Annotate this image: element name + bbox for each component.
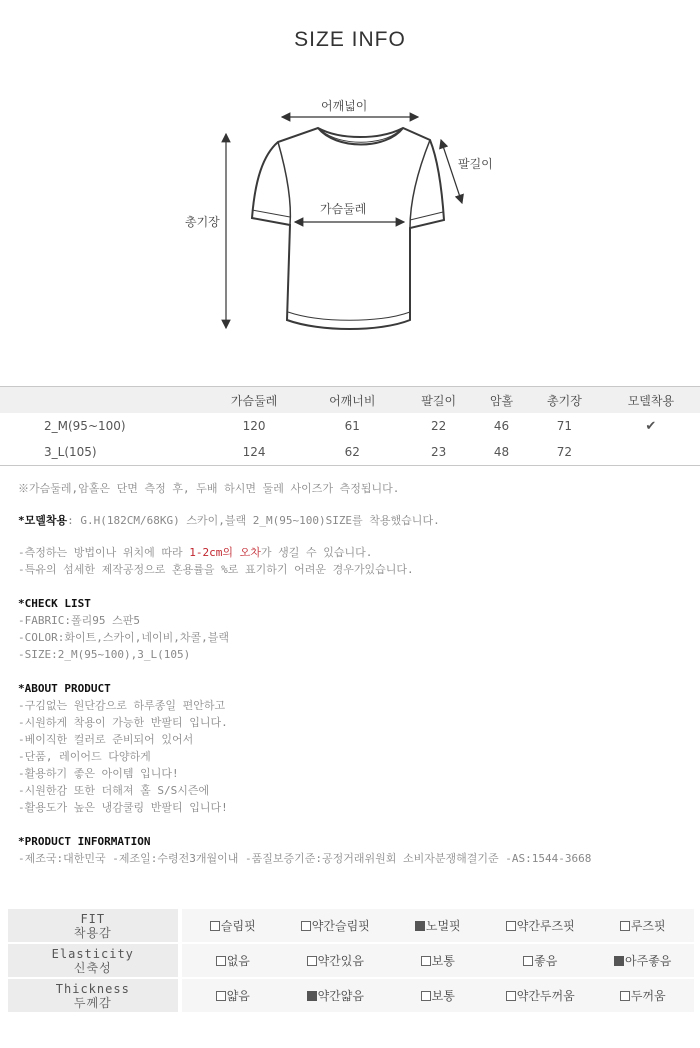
size-cell: 2_M(95~100) [44,419,126,433]
fit-option [387,979,489,1012]
shoulder-label: 어깨넓이 [321,99,368,113]
list-item: -활용하기 좋은 아이템 입니다! [18,767,179,780]
size-diagram [0,0,700,360]
unchecked-box-icon [523,956,533,966]
fit-option-label: 슬림핏 [220,919,256,933]
fit-option [387,909,489,942]
value-cell: 22 [431,419,447,433]
table-row [0,413,700,439]
header-cell: 암홀 [476,387,527,414]
model-note [18,512,688,529]
list-item: -활용도가 높은 냉감쿨링 반팔티 입니다! [18,801,228,814]
fit-row-label [8,979,182,1012]
unchecked-box-icon [210,921,220,931]
checked-box-icon [614,956,624,966]
fit-label-en: Thickness [55,981,130,996]
fit-option [284,909,386,942]
list-item: -구김없는 원단감으로 하루종일 편안하고 [18,699,226,712]
fit-option [182,909,284,942]
fit-row [8,979,694,1012]
value-cell: 61 [344,419,360,433]
about-head: *ABOUT PRODUCT [18,682,111,695]
unchecked-box-icon [421,956,431,966]
fit-option-label: 약간슬림핏 [311,919,370,933]
checked-box-icon [307,991,317,1001]
value-cell: 71 [556,419,573,433]
unchecked-box-icon [506,991,516,1001]
product-notes [18,480,688,867]
list-item: -SIZE:2_M(95~100),3_L(105) [18,648,191,661]
fit-option [387,944,489,977]
list-item: -시원한감 또한 더해져 홀 S/S시즌에 [18,784,210,797]
fit-option [591,909,694,942]
header-cell: 모델착용 [602,387,700,414]
list-item: -베이직한 컬러로 준비되어 있어서 [18,733,194,746]
checked-box-icon [415,921,425,931]
size-table [0,386,700,466]
fit-option-label: 노멀핏 [425,919,461,933]
fit-option-label: 약간루즈핏 [516,919,575,933]
tshirt-illustration [0,0,700,360]
unchecked-box-icon [216,991,226,1001]
fit-option-label: 보통 [431,954,455,968]
value-cell: 120 [242,419,266,433]
bottom-hem [288,312,410,320]
error-post: 가 생길 수 있습니다. [260,546,373,559]
value-cell: 23 [401,439,476,466]
fit-option-label: 약간있음 [317,954,364,968]
fit-table [8,907,694,1014]
fit-option [182,979,284,1012]
checklist-head: *CHECK LIST [18,597,91,610]
unchecked-box-icon [421,991,431,1001]
fit-row-label [8,909,182,942]
fit-option [284,979,386,1012]
value-cell: 72 [527,439,602,466]
table-row [0,439,700,466]
fit-row [8,909,694,942]
blend-note: -특유의 섬세한 제작공정으로 혼용률을 %로 표기하기 어려운 경우가있습니다. [18,563,414,576]
fit-row [8,944,694,977]
unchecked-box-icon [307,956,317,966]
left-armhole [278,142,290,225]
header-cell: 가슴둘레 [205,387,303,414]
fit-label-en: Elasticity [51,946,134,961]
fit-label-ko: 신축성 [73,960,112,975]
fit-label-ko: 두께감 [73,995,112,1010]
fit-row-label [8,944,182,977]
length-label: 총기장 [185,215,220,229]
error-highlight: 1-2cm의 오차 [189,546,261,559]
fit-option-label: 보통 [431,989,455,1003]
unchecked-box-icon [506,921,516,931]
header-cell: 팔길이 [401,387,476,414]
model-text: : G.H(182CM/68KG) 스카이,블랙 2_M(95~100)SIZE를 착용했습니다. [67,514,440,527]
model-head: *모델착용 [18,514,68,527]
fit-option-label: 얇음 [226,989,250,1003]
model-cell [602,439,700,466]
right-armhole [410,140,430,228]
fit-option [284,944,386,977]
size-cell: 3_L(105) [0,439,205,466]
unchecked-box-icon [301,921,311,931]
list-item: -FABRIC:폴리95 스판5 [18,614,140,627]
fit-label-en: FIT [80,911,106,926]
size-table-header [0,387,700,414]
fit-option [489,909,591,942]
header-cell: 총기장 [527,387,602,414]
model-cell [602,413,700,439]
measure-note: ※가슴둘레,암홀은 단면 측정 후, 두배 하시면 둘레 사이즈가 측정됩니다. [18,482,400,495]
list-item: -단품, 레이어드 다양하게 [18,750,151,763]
list-item: -시원하게 착용이 가능한 반팔티 입니다. [18,716,228,729]
chest-label: 가슴둘레 [320,202,367,216]
left-sleeve-hem [252,210,290,217]
fit-option-label: 루즈핏 [630,919,666,933]
error-pre: -측정하는 방법이나 위치에 따라 [18,546,190,559]
fit-option-label: 약간두꺼움 [516,989,575,1003]
header-cell: 어깨너비 [303,387,401,414]
value-cell: 46 [493,419,510,433]
right-sleeve-hem [410,212,443,220]
unchecked-box-icon [620,921,630,931]
error-note [18,544,688,561]
unchecked-box-icon [620,991,630,1001]
value-cell: 62 [303,439,401,466]
fit-option [182,944,284,977]
sleeve-label: 팔길이 [458,157,493,171]
tshirt-outline [252,128,444,329]
header-cell [0,387,205,414]
fit-option-label: 두꺼움 [630,989,666,1003]
info-line: -제조국:대한민국 -제조일:수령전3개월이내 -품질보증기준:공정거래위원회 소비자분쟁해결기준 -AS:1544-3668 [18,852,592,865]
info-head: *PRODUCT INFORMATION [18,835,151,848]
fit-label-ko: 착용감 [73,925,112,940]
page-title: SIZE INFO [294,28,406,51]
fit-option-label: 좋음 [534,954,558,968]
fit-option [489,944,591,977]
fit-option-label: 아주좋음 [625,954,672,968]
list-item: -COLOR:화이트,스카이,네이비,차콜,블랙 [18,631,229,644]
check-icon: ✔ [645,418,657,434]
fit-option [591,944,694,977]
fit-option-label: 없음 [226,954,250,968]
fit-option-label: 약간얇음 [317,989,364,1003]
value-cell: 124 [205,439,303,466]
fit-option [489,979,591,1012]
fit-option [591,979,694,1012]
value-cell: 48 [476,439,527,466]
unchecked-box-icon [216,956,226,966]
